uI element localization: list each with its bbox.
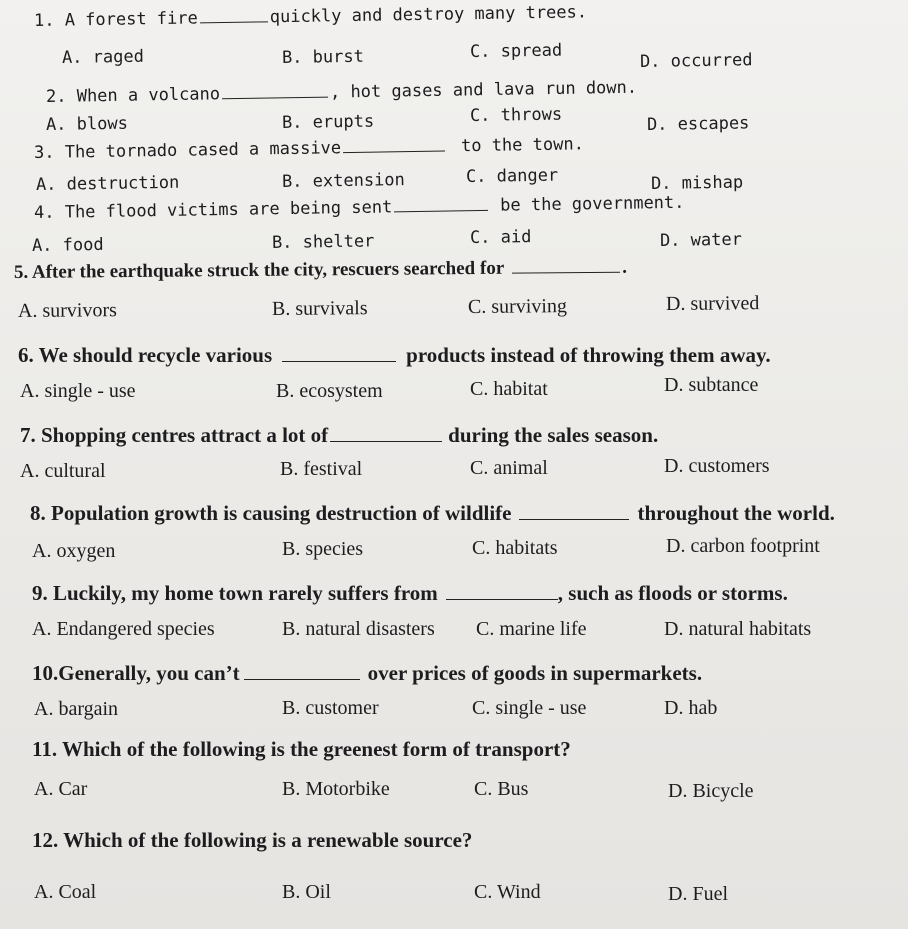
- answer-blank[interactable]: [394, 193, 488, 212]
- question-9: [32, 578, 788, 606]
- question-text-after: , such as floods or storms.: [557, 581, 788, 605]
- answer-blank[interactable]: [282, 340, 396, 362]
- question-text-before: Luckily, my home town rarely suffers from: [53, 581, 438, 605]
- question-11: [32, 737, 571, 762]
- question-8: [30, 498, 835, 526]
- option-c[interactable]: C. single - use: [472, 697, 587, 719]
- question-5: [14, 253, 627, 284]
- question-3: [34, 131, 584, 163]
- question-text-before: After the earthquake struck the city, rescuers searched for: [31, 257, 505, 283]
- option-c[interactable]: C. Wind: [474, 881, 541, 903]
- option-a[interactable]: A. bargain: [34, 698, 119, 720]
- question-number: 1.: [33, 10, 55, 31]
- answer-blank[interactable]: [200, 4, 268, 23]
- option-d[interactable]: D. Fuel: [668, 883, 728, 905]
- answer-blank[interactable]: [512, 253, 620, 274]
- question-text-before: We should recycle various: [38, 343, 273, 367]
- option-c[interactable]: C. animal: [470, 457, 548, 479]
- question-number: 11.: [32, 737, 58, 761]
- option-c[interactable]: C. aid: [469, 227, 532, 248]
- option-d[interactable]: D. Bicycle: [668, 780, 754, 802]
- question-number: 6.: [18, 343, 34, 367]
- question-text-before: Generally, you can’t: [58, 661, 240, 685]
- option-b[interactable]: B. festival: [280, 458, 363, 480]
- question-text-before: Which of the following is a renewable source?: [63, 828, 473, 852]
- question-text-after: over prices of goods in supermarkets.: [367, 661, 703, 685]
- question-number: 10.: [32, 661, 59, 685]
- question-text-after: to the town.: [460, 134, 585, 157]
- option-b[interactable]: B. species: [282, 538, 364, 560]
- option-c[interactable]: C. habitat: [470, 378, 548, 400]
- option-c[interactable]: C. habitats: [472, 537, 558, 559]
- question-number: 2.: [45, 86, 67, 107]
- option-c[interactable]: C. throws: [469, 104, 563, 126]
- question-text-after: be the government.: [500, 192, 685, 216]
- option-a[interactable]: A. destruction: [35, 172, 180, 195]
- question-text-before: Which of the following is the greenest form of transport?: [61, 737, 571, 761]
- option-d[interactable]: D. survived: [665, 292, 760, 315]
- answer-blank[interactable]: [330, 420, 442, 442]
- option-d[interactable]: D. water: [659, 229, 743, 251]
- question-number: 8.: [30, 501, 46, 525]
- question-number: 12.: [32, 828, 59, 852]
- question-number: 9.: [32, 581, 48, 605]
- option-d[interactable]: D. escapes: [646, 113, 750, 135]
- option-a[interactable]: A. Endangered species: [32, 618, 215, 640]
- option-c[interactable]: C. marine life: [476, 618, 587, 640]
- question-number: 4.: [33, 202, 55, 223]
- option-a[interactable]: A. survivors: [17, 299, 117, 322]
- question-text-before: The flood victims are being sent: [64, 197, 393, 223]
- question-text-after: quickly and destroy many trees.: [269, 2, 588, 28]
- question-text-before: The tornado cased a massive: [64, 138, 342, 163]
- option-b[interactable]: B. customer: [282, 697, 379, 719]
- option-b[interactable]: B. Motorbike: [282, 778, 390, 800]
- question-12: [32, 828, 472, 853]
- question-text-before: Shopping centres attract a lot of: [41, 423, 329, 447]
- option-c[interactable]: C. spread: [469, 40, 563, 62]
- option-b[interactable]: B. extension: [281, 170, 405, 192]
- option-d[interactable]: D. hab: [664, 697, 718, 719]
- option-a[interactable]: A. cultural: [20, 460, 106, 482]
- option-c[interactable]: C. surviving: [467, 295, 567, 318]
- option-a[interactable]: A. Car: [34, 778, 88, 800]
- option-b[interactable]: B. ecosystem: [276, 380, 383, 402]
- question-text-after: during the sales season.: [448, 423, 659, 447]
- question-text-after: .: [622, 256, 628, 278]
- option-c[interactable]: C. danger: [465, 165, 559, 187]
- question-6: [18, 340, 771, 368]
- option-a[interactable]: A. single - use: [20, 380, 136, 402]
- option-a[interactable]: A. oxygen: [32, 540, 116, 562]
- option-b[interactable]: B. erupts: [281, 111, 375, 133]
- option-d[interactable]: D. occurred: [639, 50, 753, 72]
- question-number: 7.: [20, 423, 36, 447]
- option-d[interactable]: D. carbon footprint: [666, 535, 820, 557]
- option-a[interactable]: A. blows: [45, 113, 129, 135]
- option-d[interactable]: D. mishap: [650, 172, 744, 194]
- question-text-after: throughout the world.: [637, 501, 835, 525]
- option-a[interactable]: A. food: [31, 234, 104, 256]
- question-text-after: products instead of throwing them away.: [406, 343, 771, 367]
- option-c[interactable]: C. Bus: [474, 778, 529, 800]
- option-b[interactable]: B. natural disasters: [282, 618, 435, 640]
- answer-blank[interactable]: [446, 578, 558, 600]
- option-a[interactable]: A. raged: [61, 46, 145, 68]
- question-1: [34, 0, 587, 31]
- question-number: 3.: [33, 142, 55, 163]
- question-2: [46, 75, 637, 107]
- question-text-after: , hot gases and lava run down.: [329, 77, 638, 103]
- question-4: [34, 190, 685, 223]
- question-text-before: Population growth is causing destruction of wildlife: [51, 501, 512, 525]
- question-10: [32, 658, 702, 686]
- question-text-before: When a volcano: [76, 84, 221, 107]
- question-number: 5.: [13, 261, 29, 283]
- option-a[interactable]: A. Coal: [34, 881, 97, 903]
- option-d[interactable]: D. natural habitats: [664, 618, 812, 640]
- answer-blank[interactable]: [519, 498, 629, 520]
- option-b[interactable]: B. Oil: [282, 881, 331, 903]
- answer-blank[interactable]: [343, 134, 445, 154]
- option-b[interactable]: B. survivals: [271, 297, 368, 320]
- answer-blank[interactable]: [244, 658, 360, 680]
- option-b[interactable]: B. burst: [281, 46, 365, 68]
- answer-blank[interactable]: [222, 80, 328, 100]
- option-b[interactable]: B. shelter: [271, 231, 375, 253]
- option-d[interactable]: D. subtance: [664, 374, 759, 396]
- question-text-before: A forest fire: [64, 8, 198, 31]
- option-d[interactable]: D. customers: [664, 455, 770, 477]
- question-7: [20, 420, 658, 448]
